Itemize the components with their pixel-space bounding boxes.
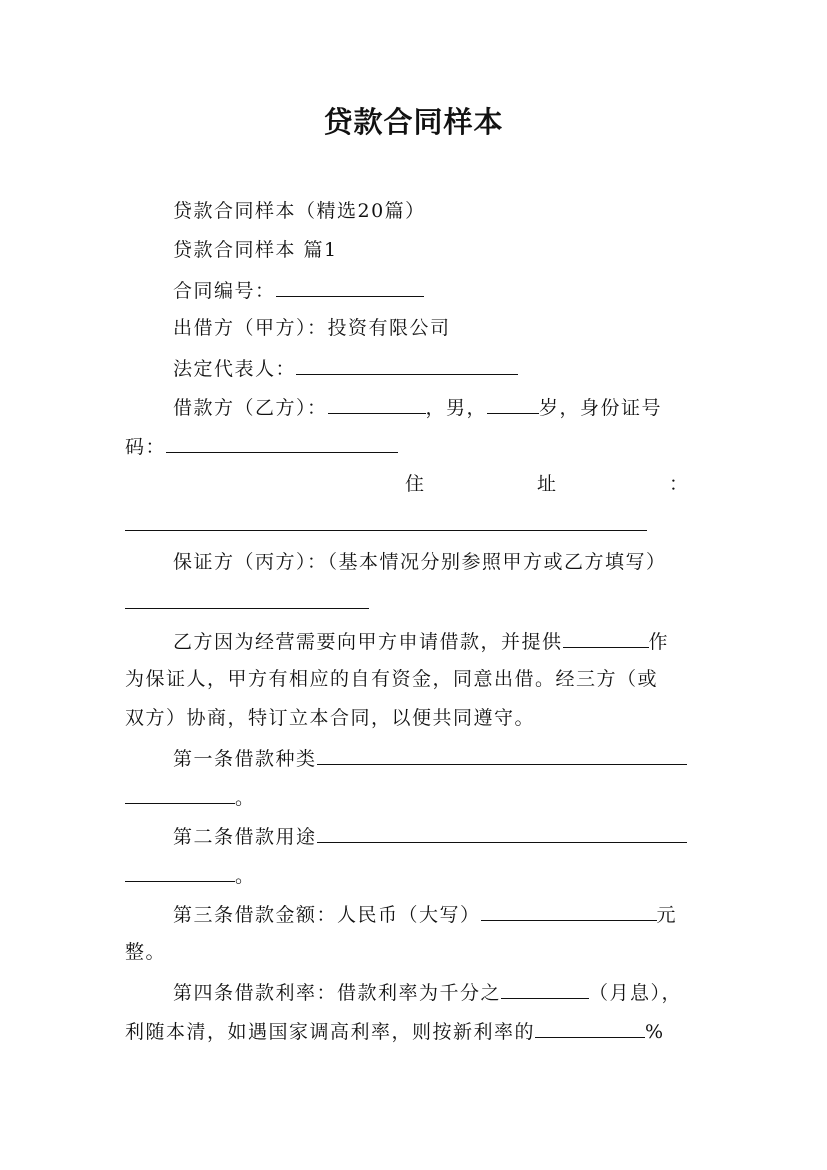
article-2-period: 。 bbox=[235, 865, 256, 887]
article-2-label: 第二条借款用途 bbox=[173, 826, 317, 848]
new-rate-percent-blank bbox=[535, 1017, 645, 1038]
article-4-line bbox=[173, 978, 682, 1006]
guarantor-blank-line bbox=[125, 588, 369, 616]
article-2-cont bbox=[125, 861, 256, 889]
article-1-cont bbox=[125, 783, 256, 811]
borrower-age-blank bbox=[487, 393, 539, 414]
percent-sign: % bbox=[645, 1021, 665, 1043]
legal-rep-line bbox=[173, 354, 518, 382]
loan-type-blank-2 bbox=[125, 783, 235, 804]
guarantor-line: 保证方（丙方）：（基本情况分别参照甲方或乙方填写） bbox=[173, 551, 667, 573]
article-3-cont: 整。 bbox=[125, 941, 167, 963]
article-3-unit: 元 bbox=[656, 904, 678, 926]
lender-line: 出借方（甲方）：投资有限公司 bbox=[173, 317, 451, 339]
article-1-period: 。 bbox=[235, 787, 256, 809]
article-3-label: 第三条借款金额：人民币（大写） bbox=[173, 904, 481, 926]
preamble-line-3: 双方）协商，特订立本合同，以便共同遵守。 bbox=[125, 707, 536, 729]
contract-number-blank bbox=[276, 276, 424, 297]
address-label-char1: 住 bbox=[405, 473, 425, 495]
guarantor-blank bbox=[125, 588, 369, 609]
id-number-blank bbox=[166, 432, 398, 453]
loan-purpose-blank bbox=[317, 822, 687, 843]
contract-number-line bbox=[173, 276, 424, 304]
loan-purpose-blank-2 bbox=[125, 861, 235, 882]
article-4-text: 利随本清，如遇国家调高利率，则按新利率的 bbox=[125, 1021, 536, 1043]
legal-rep-blank bbox=[296, 354, 518, 375]
borrower-name-blank bbox=[328, 393, 426, 414]
borrower-gender: ，男， bbox=[425, 397, 488, 419]
borrower-id-label: 岁，身份证号 bbox=[539, 397, 663, 419]
preamble-text-1: 乙方因为经营需要向甲方申请借款，并提供 bbox=[173, 631, 563, 653]
preamble-text-1b: 作 bbox=[648, 631, 670, 653]
guarantee-provider-blank bbox=[563, 627, 649, 648]
loan-type-blank bbox=[317, 744, 687, 765]
preamble-line-2: 为保证人，甲方有相应的自有资金，同意出借。经三方（或 bbox=[125, 668, 659, 690]
borrower-line bbox=[173, 393, 662, 421]
id-number-line bbox=[125, 432, 398, 460]
borrower-label: 借款方（乙方）： bbox=[173, 397, 328, 419]
section-heading: 贷款合同样本 篇1 bbox=[173, 239, 338, 261]
address-label-char2: 址 bbox=[536, 473, 556, 495]
article-1-line bbox=[173, 744, 687, 772]
document-title: 贷款合同样本 bbox=[323, 105, 504, 139]
subtitle-line: 贷款合同样本（精选20篇） bbox=[173, 200, 426, 222]
legal-rep-label: 法定代表人： bbox=[173, 358, 297, 380]
article-1-label: 第一条借款种类 bbox=[173, 748, 317, 770]
address-label-colon: ： bbox=[668, 473, 688, 495]
article-2-line bbox=[173, 822, 687, 850]
loan-amount-blank bbox=[481, 900, 657, 921]
article-4-monthly: （月息）， bbox=[589, 982, 683, 1004]
address-label-row bbox=[405, 471, 688, 497]
article-4-label: 第四条借款利率：借款利率为千分之 bbox=[173, 982, 502, 1004]
contract-number-label: 合同编号： bbox=[173, 280, 276, 302]
id-number-label: 码： bbox=[125, 436, 167, 458]
interest-rate-blank bbox=[501, 978, 589, 999]
article-4-cont bbox=[125, 1017, 665, 1045]
address-blank bbox=[125, 510, 647, 531]
address-blank-line bbox=[125, 510, 647, 538]
article-3-line bbox=[173, 900, 677, 928]
preamble-line-1 bbox=[173, 627, 669, 655]
